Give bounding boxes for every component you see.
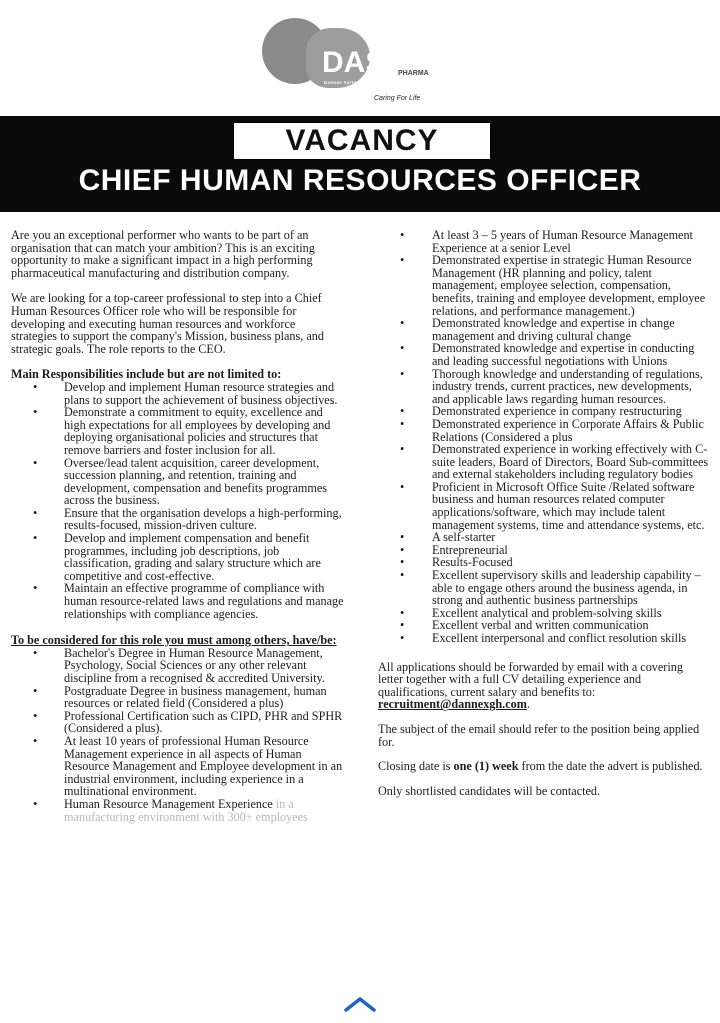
list-item: • Demonstrated expertise in strategic Human Resource Management (HR planning and policy, talent management, employee selection, compensation, benefits, training and employee development, employee relations, and performance management.) — [378, 254, 710, 317]
list-item-faded-text: in a manufacturing environment with 300+ employees — [64, 796, 308, 824]
list-item: • Excellent verbal and written communication — [378, 619, 710, 632]
subject-note: The subject of the email should refer to the position being applied for. — [378, 721, 700, 749]
intro-paragraph: Are you an exceptional performer who wants to be part of an organisation that can match your ambition? This is an exciting opportunity to make a significant impact in a high performing pharmaceutical manufacturing and distribution company. — [11, 228, 315, 280]
closing-date-note — [378, 760, 710, 773]
list-item: • Excellent interpersonal and conflict resolution skills — [378, 632, 710, 645]
list-item: • Demonstrated experience in working effectively with C-suite leaders, Board of Directors, Board Sub-committees and external stakeholders including regulatory bodies — [378, 443, 710, 481]
chevron-up-icon[interactable] — [342, 994, 378, 1014]
application-email-link[interactable]: recruitment@dannexgh.com — [378, 697, 527, 712]
application-text: All applications should be forwarded by email with a covering letter together with a full CV detailing experience and qualifications, current salary and benefits to: — [378, 659, 683, 699]
application-text-end: . — [526, 697, 530, 712]
list-item: • Proficient in Microsoft Office Suite /Related software business and human resources related computer applications/software, which may include talent management systems, time and attendance systems, etc. — [378, 481, 710, 531]
requirements-heading: To be considered for this role you must among others, have/be: — [11, 633, 337, 648]
list-item: • Demonstrated knowledge and expertise in change management and driving cultural change — [378, 317, 710, 342]
list-item: • Develop and implement compensation and benefit programmes, including job descriptions, job classification, grading and salary structure which are competitive and cost-effective. — [11, 532, 344, 582]
closing-period: one (1) week — [453, 759, 519, 774]
intro-paragraph: We are looking for a top-career professional to step into a Chief Human Resources Officer role who will be responsible for developing and executing human resources and workforce strategies to support the company's Mission, business plans, and strategic goals. The role reports to the CEO. — [11, 291, 324, 356]
closing-text: Closing date is — [378, 759, 454, 774]
list-item: • Professional Certification such as CIPD, PHR and SPHR (Considered a plus). — [11, 710, 344, 735]
list-item: • Develop and implement Human resource strategies and plans to support the achievement of business objectives. — [11, 381, 344, 406]
list-item: • At least 3 – 5 years of Human Resource Management Experience at a senior Level — [378, 229, 710, 254]
list-item: • At least 10 years of professional Human Resource Management experience in all aspects of Human Resource Management and Employee development in an industrial environment, including experience in a multinational environment. — [11, 735, 344, 798]
list-item: • Demonstrated experience in company restructuring — [378, 405, 710, 418]
vacancy-label-box — [233, 122, 491, 160]
list-item: • Results-Focused — [378, 556, 710, 569]
logo-tagline: Caring For Life — [374, 95, 421, 102]
requirements-list — [11, 647, 344, 823]
vacancy-label: VACANCY — [285, 124, 439, 157]
list-item: • Demonstrated experience in Corporate Affairs & Public Relations (Considered a plus — [378, 418, 710, 443]
job-title: CHIEF HUMAN RESOURCES OFFICER — [78, 164, 642, 197]
responsibilities-heading: Main Responsibilities include but are not limited to: — [11, 367, 282, 382]
list-item: • Demonstrated knowledge and expertise in conducting and leading successful negotiations with Unions — [378, 342, 710, 367]
logo-wordmark: DAS — [322, 46, 386, 79]
shortlist-note: Only shortlisted candidates will be contacted. — [378, 783, 601, 798]
skills-list — [378, 229, 710, 645]
list-item: • A self-starter — [378, 531, 710, 544]
list-item: • Demonstrate a commitment to equity, excellence and high expectations for all employees by developing and deploying organisational policies and structures that remove barriers and foster inclusion for all. — [11, 406, 344, 456]
list-item: • Bachelor's Degree in Human Resource Management, Psychology, Social Sciences or any other relevant discipline from a recognised & accredited University. — [11, 647, 344, 685]
responsibilities-list — [11, 381, 344, 620]
left-column — [11, 229, 344, 823]
right-column — [378, 229, 710, 809]
company-logo — [262, 18, 440, 102]
list-item: • Excellent supervisory skills and leadership capability – able to engage others around the business agenda, in strong and authentic business partnerships — [378, 569, 710, 607]
list-item: • Maintain an effective programme of compliance with human resource-related laws and regulations and manage relationships with compliance agencies. — [11, 582, 344, 620]
logo-names: Dannex Ayrton Starwin — [324, 80, 380, 85]
list-item: • Postgraduate Degree in business management, human resources or related field (Considered a plus) — [11, 685, 344, 710]
list-item: • Excellent analytical and problem-solving skills — [378, 607, 710, 620]
closing-text-end: from the date the advert is published. — [518, 759, 703, 774]
list-item-text: Human Resource Management Experience — [64, 796, 273, 811]
list-item: • Entrepreneurial — [378, 544, 710, 557]
logo-pharma-label: PHARMA — [398, 70, 429, 77]
list-item: • Oversee/lead talent acquisition, career development, succession planning, and retention, training and development, compensation and benefits programmes across the business. — [11, 457, 344, 507]
application-instructions — [378, 661, 710, 711]
list-item — [11, 798, 344, 823]
list-item: • Thorough knowledge and understanding of regulations, industry trends, current practices, new developments, and applicable laws regarding human resources. — [378, 368, 710, 406]
list-item: • Ensure that the organisation develops a high-performing, results-focused, mission-driven culture. — [11, 507, 344, 532]
